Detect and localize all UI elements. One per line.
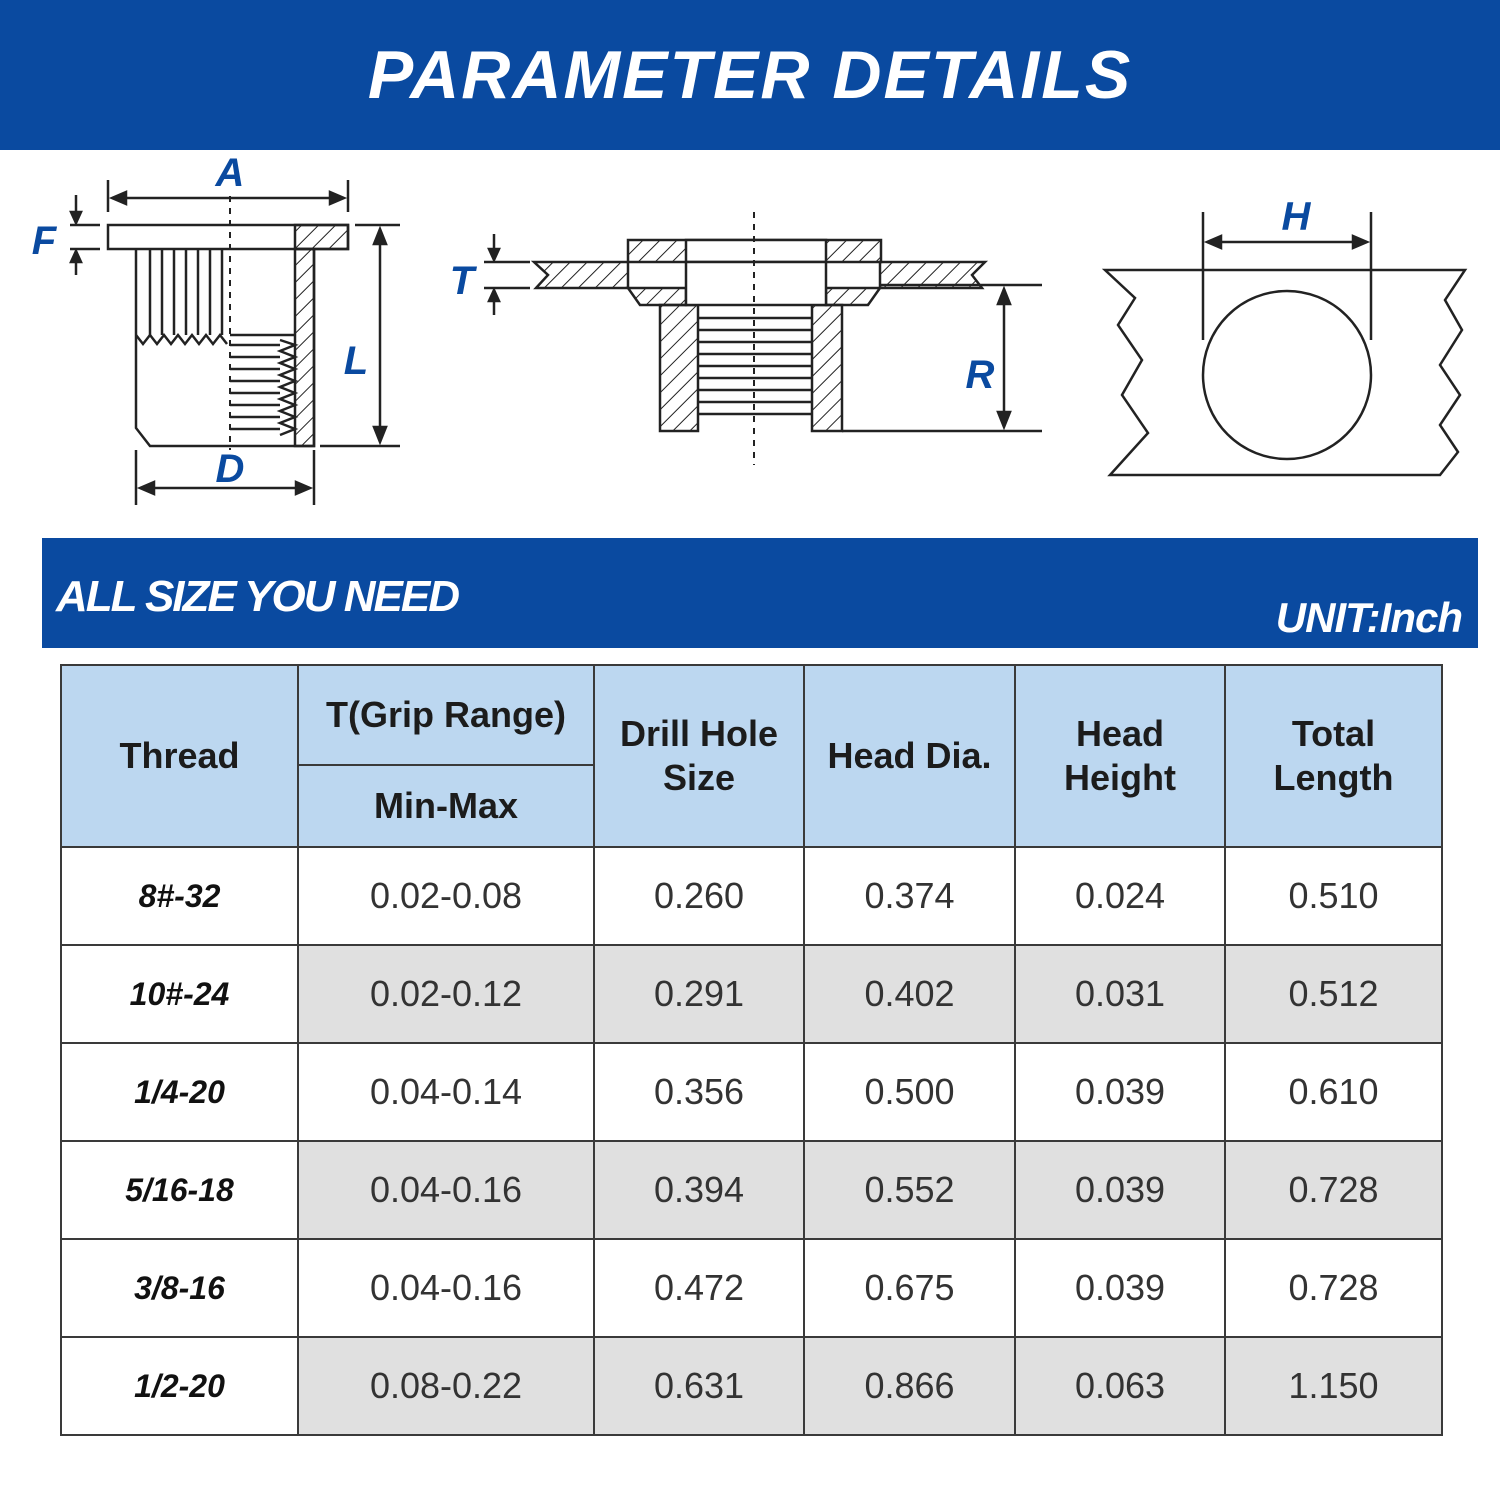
cell-drill: 0.631 [594,1337,804,1435]
cell-grip: 0.04-0.16 [298,1141,594,1239]
cell-head-dia: 0.374 [804,847,1015,945]
cell-grip: 0.02-0.08 [298,847,594,945]
cell-grip: 0.04-0.14 [298,1043,594,1141]
table-row [61,945,1442,1043]
dim-label-a: A [215,151,245,195]
header-drill-hole-line1: Drill Hole [619,713,779,754]
header-thread: Thread [61,665,298,847]
rivet-nut-diagram [0,150,1500,535]
cell-drill: 0.356 [594,1043,804,1141]
header-head-dia: Head Dia. [804,665,1015,847]
cell-head-dia: 0.866 [804,1337,1015,1435]
cell-total-length: 0.610 [1225,1043,1442,1141]
cell-head-dia: 0.500 [804,1043,1015,1141]
header-drill-hole [594,665,804,847]
cell-head-height: 0.039 [1015,1141,1225,1239]
cell-drill: 0.291 [594,945,804,1043]
cell-thread: 10#-24 [61,945,298,1043]
cell-total-length: 0.510 [1225,847,1442,945]
cell-drill: 0.394 [594,1141,804,1239]
table-row [61,1337,1442,1435]
cell-thread: 8#-32 [61,847,298,945]
dim-label-t: T [449,259,475,303]
dim-label-h: H [1281,195,1311,239]
cell-thread: 1/2-20 [61,1337,298,1435]
table-row [61,1141,1442,1239]
spec-table [60,664,1443,1436]
header-total-length-line1: Total [1291,713,1376,754]
header-total-length [1225,665,1442,847]
cell-grip: 0.04-0.16 [298,1239,594,1337]
header-grip-range: T(Grip Range) [298,665,594,765]
cell-head-height: 0.024 [1015,847,1225,945]
dim-label-d: D [215,447,245,491]
header-total-length-line2: Length [1273,757,1394,798]
drill-hole-drawing [1105,212,1465,475]
cell-thread: 1/4-20 [61,1043,298,1141]
cell-head-height: 0.039 [1015,1043,1225,1141]
table-row [61,1239,1442,1337]
header-head-height [1015,665,1225,847]
table-row [61,847,1442,945]
header-drill-hole-line2: Size [662,757,736,798]
cell-head-dia: 0.675 [804,1239,1015,1337]
dim-label-r: R [965,353,995,397]
table-row [61,1043,1442,1141]
cell-total-length: 0.512 [1225,945,1442,1043]
cell-thread: 3/8-16 [61,1239,298,1337]
dim-label-f: F [31,219,57,263]
cell-head-height: 0.063 [1015,1337,1225,1435]
cell-head-height: 0.039 [1015,1239,1225,1337]
cell-head-dia: 0.552 [804,1141,1015,1239]
page-title: PARAMETER DETAILS [367,37,1133,113]
header-head-height-line2: Height [1064,757,1176,798]
cell-total-length: 1.150 [1225,1337,1442,1435]
cell-head-height: 0.031 [1015,945,1225,1043]
installed-section-drawing [484,212,1042,465]
cell-total-length: 0.728 [1225,1141,1442,1239]
cell-grip: 0.02-0.12 [298,945,594,1043]
header-min-max: Min-Max [298,765,594,847]
size-banner [42,538,1478,648]
cell-grip: 0.08-0.22 [298,1337,594,1435]
header-head-height-line1: Head [1075,713,1165,754]
cell-drill: 0.472 [594,1239,804,1337]
unit-label: UNIT:Inch [1275,594,1462,641]
dim-label-l: L [343,339,369,383]
cell-total-length: 0.728 [1225,1239,1442,1337]
cell-drill: 0.260 [594,847,804,945]
cell-thread: 5/16-18 [61,1141,298,1239]
size-section-title: ALL SIZE YOU NEED [56,572,459,621]
cell-head-dia: 0.402 [804,945,1015,1043]
